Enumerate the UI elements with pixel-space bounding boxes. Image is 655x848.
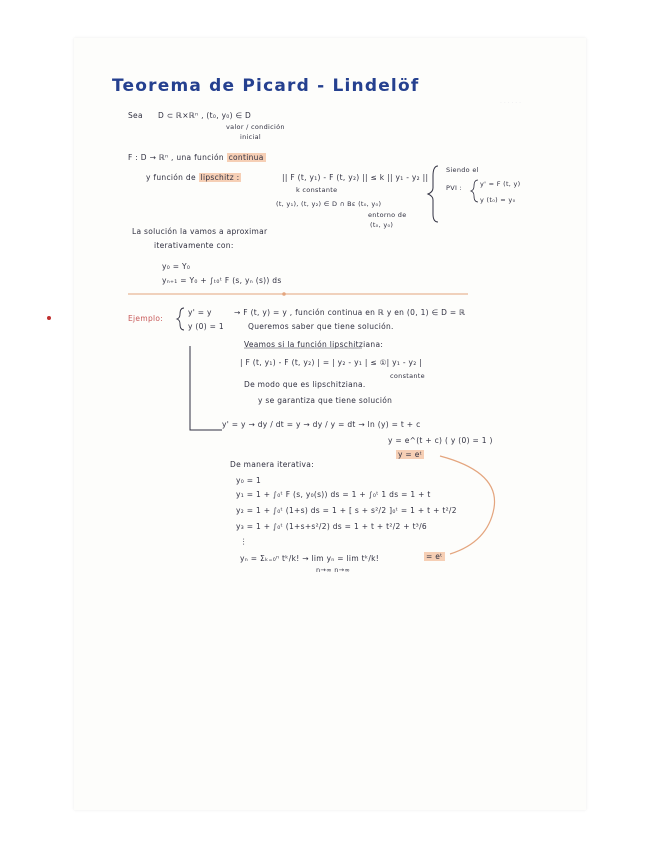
example-knows: Queremos saber que tiene solución. <box>248 322 394 331</box>
example-guarantee: y se garantiza que tiene solución <box>258 396 393 405</box>
example-solution: y = eᵗ <box>398 450 423 459</box>
lipschitz-k-constant: k constante <box>296 186 338 194</box>
example-dots: ⋮ <box>240 537 248 546</box>
example-constante: constante <box>390 372 425 380</box>
lipschitz-prefix: y función de <box>146 173 196 182</box>
example-result: = eᵗ <box>426 552 443 561</box>
function-f: F : D → ℝⁿ , una función <box>128 153 224 162</box>
approx-line-1: La solución la vamos a aproximar <box>132 227 268 236</box>
page-title: Teorema de Picard - Lindelöf <box>112 76 420 96</box>
iteration-n: yₙ₊₁ = Y₀ + ∫ₜ₀ᵗ F (s, yₙ (s)) ds <box>162 276 282 285</box>
lipschitz-inequality: || F (t, y₁) - F (t, y₂) || ≤ k || y₁ - y₂ || <box>282 173 429 182</box>
example-thus: De modo que es lipschitziana. <box>244 380 366 389</box>
example-y1: y₁ = 1 + ∫₀ᵗ F (s, y₀(s)) ds = 1 + ∫₀ᵗ 1 ds = 1 + t <box>236 490 431 499</box>
initial-note-1: valor / condición <box>226 123 285 131</box>
lipschitz-highlight: lipschitz : <box>200 173 240 182</box>
pvi-label: PVI : <box>446 184 463 192</box>
example-inequality: | F (t, y₁) - F (t, y₂) | = | y₂ - y₁ | ≤ ①| y₁ - y₂ | <box>240 358 423 367</box>
pvi-eq-1: y' = F (t, y) <box>480 180 521 188</box>
example-y0: y₀ = 1 <box>236 476 262 485</box>
entorno-point: (t₀, y₀) <box>370 221 394 229</box>
example-y2: y₂ = 1 + ∫₀ᵗ (1+s) ds = 1 + [ s + s²/2 ]₀ᵗ = 1 + t + t²/2 <box>236 506 457 515</box>
sea-label: Sea <box>128 111 143 120</box>
siendo-label: Siendo el <box>446 166 479 174</box>
entorno-label: entorno de <box>368 211 407 219</box>
example-separation: y' = y → dy / dt = y → dy / y = dt → ln (y) = t + c <box>222 420 421 429</box>
domain-text: D ⊂ ℝ×ℝⁿ , (t₀, y₀) ∈ D <box>158 111 252 120</box>
iteration-0: y₀ = Y₀ <box>162 262 191 271</box>
example-exp: y = e^(t + c) ( y (0) = 1 ) <box>388 436 493 445</box>
initial-note-2: inicial <box>240 133 262 141</box>
approx-line-2: iterativamente con: <box>154 241 234 250</box>
example-ode-1: y' = y <box>188 308 212 317</box>
example-ode-2: y (0) = 1 <box>188 322 224 331</box>
example-iterative-label: De manera iterativa: <box>230 460 315 469</box>
example-check: Veamos si la función lipschitziana: <box>244 340 384 349</box>
continua-highlight: continua <box>228 153 264 162</box>
example-y3: y₃ = 1 + ∫₀ᵗ (1+s+s²/2) ds = 1 + t + t²/2 + t³/6 <box>236 522 428 531</box>
example-label: Ejemplo: <box>128 314 164 323</box>
example-limit-subscripts: n→∞ n→∞ <box>316 566 351 574</box>
pvi-eq-2: y (t₀) = y₀ <box>480 196 516 204</box>
bleed-through-text: · · · · · · <box>500 100 521 107</box>
example-yn: yₙ = Σₖ₌₀ⁿ tᵏ/k! → lim yₙ = lim tᵏ/k! <box>240 554 380 563</box>
example-f-def: → F (t, y) = y , función continua en ℝ y en (0, 1) ∈ D = ℝ <box>234 308 466 317</box>
lipschitz-domain: (t, y₁), (t, y₂) ∈ D ∩ Bε (t₀, y₀) <box>276 200 382 208</box>
